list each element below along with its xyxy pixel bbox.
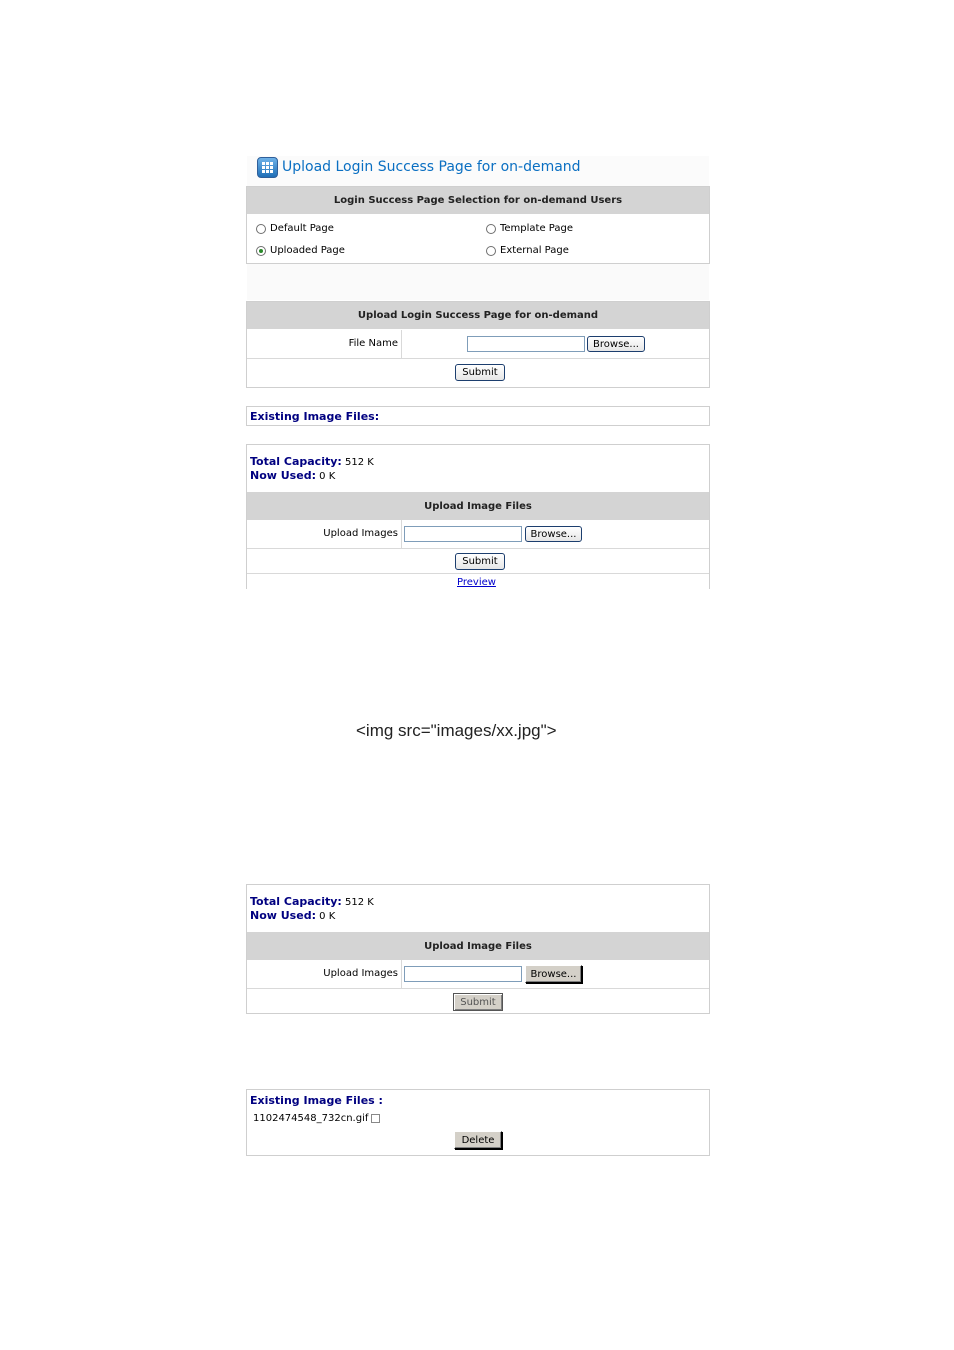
existing-files-label-3: Existing Image Files : xyxy=(250,1094,383,1107)
now-used-value: 0 K xyxy=(319,471,336,482)
label-default-page: Default Page xyxy=(270,223,334,234)
divider xyxy=(401,330,402,358)
page-title: Upload Login Success Page for on-demand xyxy=(282,159,581,175)
label-template-page: Template Page xyxy=(500,223,574,234)
file-name-input[interactable] xyxy=(467,336,585,352)
existing-files-label: Existing Image Files: xyxy=(250,410,380,423)
total-capacity-2 xyxy=(250,895,374,908)
upload-images-input[interactable] xyxy=(404,526,522,542)
radio-template-page[interactable] xyxy=(486,224,496,234)
preview-link[interactable]: Preview xyxy=(457,577,496,588)
now-used-label-2: Now Used: xyxy=(250,909,316,922)
existing-file-name: 1102474548_732cn.gif xyxy=(253,1113,369,1124)
browse-button[interactable]: Browse... xyxy=(587,336,645,352)
divider xyxy=(401,960,402,988)
upload-page-header: Upload Login Success Page for on-demand xyxy=(247,302,709,329)
selection-header: Login Success Page Selection for on-demand Users xyxy=(247,187,709,214)
total-capacity xyxy=(250,455,374,468)
submit-button[interactable]: Submit xyxy=(455,364,505,381)
grid-icon xyxy=(257,157,278,178)
delete-button[interactable]: Delete xyxy=(454,1131,502,1149)
divider xyxy=(247,573,709,574)
total-capacity-label-2: Total Capacity: xyxy=(250,895,342,908)
browse-images-button[interactable]: Browse... xyxy=(525,526,582,542)
upload-images-label-2: Upload Images xyxy=(323,968,398,979)
radio-uploaded-page[interactable] xyxy=(256,246,266,256)
radio-external-page[interactable] xyxy=(486,246,496,256)
code-snippet: <img src="images/xx.jpg"> xyxy=(356,721,557,740)
divider xyxy=(247,988,709,989)
upload-images-label: Upload Images xyxy=(323,528,398,539)
total-capacity-value-2: 512 K xyxy=(344,897,374,908)
upload-image-header: Upload Image Files xyxy=(247,492,709,520)
radio-default-page[interactable] xyxy=(256,224,266,234)
now-used-label: Now Used: xyxy=(250,469,316,482)
label-uploaded-page: Uploaded Page xyxy=(270,245,345,256)
divider xyxy=(247,358,709,359)
now-used-value-2: 0 K xyxy=(319,911,336,922)
now-used xyxy=(250,469,335,482)
total-capacity-label: Total Capacity: xyxy=(250,455,342,468)
submit-images-button-2[interactable]: Submit xyxy=(453,993,503,1011)
divider xyxy=(401,520,402,548)
upload-images-input-2[interactable] xyxy=(404,966,522,982)
divider xyxy=(247,548,709,549)
total-capacity-value: 512 K xyxy=(344,457,374,468)
submit-images-button[interactable]: Submit xyxy=(455,553,505,570)
upload-image-header-2: Upload Image Files xyxy=(247,932,709,960)
spacer-band xyxy=(247,264,709,300)
now-used-2 xyxy=(250,909,335,922)
file-name-label: File Name xyxy=(348,338,398,349)
browse-images-button-2[interactable]: Browse... xyxy=(525,965,582,983)
file-delete-checkbox[interactable] xyxy=(371,1114,380,1123)
label-external-page: External Page xyxy=(500,245,569,256)
